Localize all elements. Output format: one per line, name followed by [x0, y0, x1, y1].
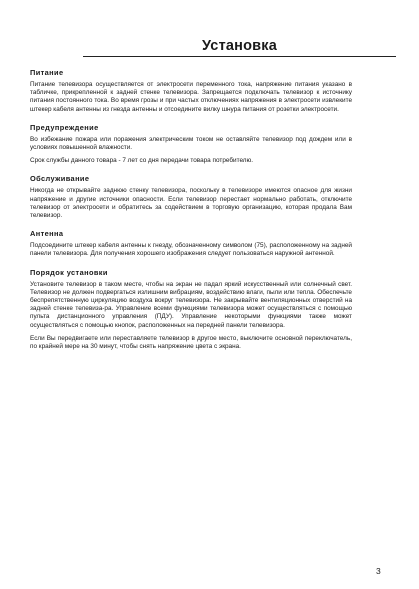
section-warning: [30, 123, 352, 166]
section-heading: Антенна: [30, 229, 64, 239]
page-title: Установка: [202, 38, 277, 54]
section-paragraph: Никогда не открывайте заднюю стенку телевизора, поскольку в телевизоре имеются опасное для жизни напряжение и другие источники опасности. Если телевизор перестает нормально работать, отключите телевизор от электросети и обратитесь за содействием в торговую организацию, которая продала Вам телевизор.: [30, 187, 352, 220]
section-paragraph: Срок службы данного товара - 7 лет со дня передачи товара потребителю.: [30, 157, 254, 165]
section-heading: Обслуживание: [30, 174, 90, 184]
section-paragraph: Подсоедините штекер кабеля антенны к гнезду, обозначенному символом (75), расположенному на задней панели телевизора. Для получения хорошего изображения следует пользоваться наружной антенной.: [30, 242, 352, 258]
section-antenna: [30, 229, 352, 258]
section-paragraph: Питание телевизора осуществляется от электросети переменного тока, напряжение питания указано в табличке, прикрепленной к задней стенке телевизора. Запрещается подключать телевизор к источнику питания постоянного тока. Во время грозы и при частых отключениях напряжения в электросети извлеките штекер кабеля антенны из гнезда антенны и отсоедините вилку шнура питания от розетки электросети.: [30, 81, 352, 113]
section-heading: Предупреждение: [30, 122, 99, 132]
section-paragraph: Во избежание пожара или поражения электрическим током не оставляйте телевизор под дождем или в условиях повышенной влажности.: [30, 135, 352, 152]
section-installation-order: [30, 268, 352, 352]
section-heading: Порядок установки: [30, 267, 108, 277]
section-paragraph: Установите телевизор в таком месте, чтобы на экран не падал яркий искусственный или солнечный свет. Телевизор не должен подвергаться излишним вибрациям, воздействию влаги, пыли или тепла. Обеспечьте беспрепятственную циркуляцию воздуха вокруг телевизора. Не закрывайте вентиляционных отверстий на задней стенке телевиза-ра. Управление всеми функциями телевизора может осуществляться с помощью пульта дистанционного управления (ПДУ). Управление некоторыми функциями также может осуществляться с помощью кнопок, расположенных на передней панели телевизора.: [30, 280, 352, 329]
section-power: [30, 68, 352, 114]
document-body: [30, 68, 352, 351]
section-maintenance: [30, 174, 352, 220]
page-number: 3: [376, 566, 381, 576]
section-heading: Питание: [30, 68, 64, 77]
title-divider: [83, 56, 396, 57]
section-paragraph: Если Вы передвигаете или переставляете телевизор в другое место, выключите основной переключатель, по крайней мере на 30 минут, чтобы снять напряжение цвета с экрана.: [30, 334, 352, 351]
